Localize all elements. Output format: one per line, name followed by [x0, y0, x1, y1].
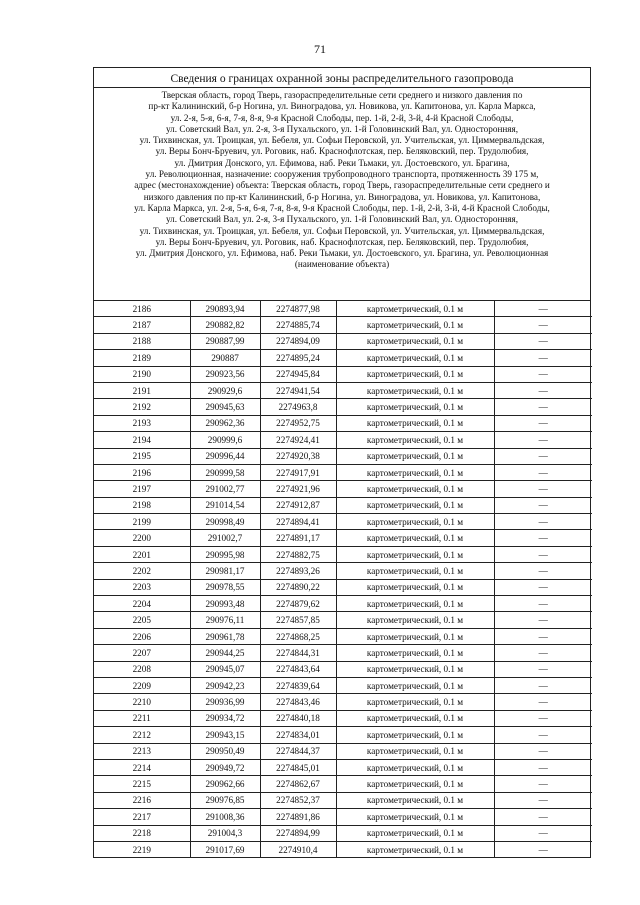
dash-cell: —: [494, 350, 592, 366]
coord-x-cell: 290949,72: [190, 759, 260, 775]
table-row: [94, 612, 592, 628]
point-number-cell: 2193: [94, 415, 190, 431]
coord-y-cell: 2274921,96: [260, 481, 336, 497]
table-row: [94, 514, 592, 530]
method-cell: картометрический, 0.1 м: [336, 776, 494, 792]
point-number-cell: 2198: [94, 497, 190, 513]
point-number-cell: 2207: [94, 645, 190, 661]
coord-y-cell: 2274912,87: [260, 497, 336, 513]
point-number-cell: 2217: [94, 809, 190, 825]
coord-y-cell: 2274895,24: [260, 350, 336, 366]
description-line: ул. Дмитрия Донского, ул. Ефимова, наб. Реки Тьмаки, ул. Достоевского, ул. Брагина,: [174, 157, 510, 168]
table-row: [94, 645, 592, 661]
table-row: [94, 366, 592, 382]
dash-cell: —: [494, 366, 592, 382]
dash-cell: —: [494, 382, 592, 398]
method-cell: картометрический, 0.1 м: [336, 661, 494, 677]
document-sheet: [93, 67, 591, 858]
coord-y-cell: 2274882,75: [260, 546, 336, 562]
method-cell: картометрический, 0.1 м: [336, 464, 494, 480]
table-row: [94, 596, 592, 612]
coord-y-cell: 2274844,37: [260, 743, 336, 759]
object-description: [94, 88, 590, 301]
table-row: [94, 382, 592, 398]
coord-y-cell: 2274885,74: [260, 317, 336, 333]
coord-y-cell: 2274862,67: [260, 776, 336, 792]
point-number-cell: 2188: [94, 333, 190, 349]
coord-x-cell: 291002,7: [190, 530, 260, 546]
point-number-cell: 2192: [94, 399, 190, 415]
method-cell: картометрический, 0.1 м: [336, 432, 494, 448]
dash-cell: —: [494, 743, 592, 759]
point-number-cell: 2218: [94, 825, 190, 841]
method-cell: картометрический, 0.1 м: [336, 382, 494, 398]
table-row: [94, 301, 592, 317]
coord-x-cell: 290998,49: [190, 514, 260, 530]
point-number-cell: 2216: [94, 792, 190, 808]
point-number-cell: 2195: [94, 448, 190, 464]
method-cell: картометрический, 0.1 м: [336, 563, 494, 579]
dash-cell: —: [494, 776, 592, 792]
point-number-cell: 2212: [94, 727, 190, 743]
dash-cell: —: [494, 333, 592, 349]
coord-y-cell: 2274844,31: [260, 645, 336, 661]
table-row: [94, 825, 592, 841]
point-number-cell: 2202: [94, 563, 190, 579]
method-cell: картометрический, 0.1 м: [336, 497, 494, 513]
page-number: 71: [314, 42, 326, 56]
point-number-cell: 2205: [94, 612, 190, 628]
table-row: [94, 333, 592, 349]
dash-cell: —: [494, 399, 592, 415]
method-cell: картометрический, 0.1 м: [336, 677, 494, 693]
coord-x-cell: 290945,63: [190, 399, 260, 415]
dash-cell: —: [494, 612, 592, 628]
coord-x-cell: 290944,25: [190, 645, 260, 661]
dash-cell: —: [494, 661, 592, 677]
table-row: [94, 415, 592, 431]
coord-x-cell: 291014,54: [190, 497, 260, 513]
table-row: [94, 710, 592, 726]
method-cell: картометрический, 0.1 м: [336, 612, 494, 628]
coord-y-cell: 2274924,41: [260, 432, 336, 448]
coord-y-cell: 2274952,75: [260, 415, 336, 431]
table-row: [94, 579, 592, 595]
method-cell: картометрический, 0.1 м: [336, 514, 494, 530]
table-row: [94, 317, 592, 333]
point-number-cell: 2211: [94, 710, 190, 726]
table-row: [94, 350, 592, 366]
coord-y-cell: 2274894,99: [260, 825, 336, 841]
coord-y-cell: 2274843,64: [260, 661, 336, 677]
table-row: [94, 759, 592, 775]
coord-x-cell: 290999,58: [190, 464, 260, 480]
table-row: [94, 809, 592, 825]
method-cell: картометрический, 0.1 м: [336, 317, 494, 333]
point-number-cell: 2204: [94, 596, 190, 612]
dash-cell: —: [494, 301, 592, 317]
method-cell: картометрический, 0.1 м: [336, 350, 494, 366]
method-cell: картометрический, 0.1 м: [336, 399, 494, 415]
dash-cell: —: [494, 317, 592, 333]
method-cell: картометрический, 0.1 м: [336, 792, 494, 808]
table-row: [94, 448, 592, 464]
coord-x-cell: 290929,6: [190, 382, 260, 398]
coord-y-cell: 2274893,26: [260, 563, 336, 579]
description-line: ул. Революционная, назначение: сооружения трубопроводного транспорта, протяженность 39 175 м,: [145, 169, 539, 180]
table-row: [94, 464, 592, 480]
dash-cell: —: [494, 727, 592, 743]
coord-x-cell: 290950,49: [190, 743, 260, 759]
point-number-cell: 2209: [94, 677, 190, 693]
coord-x-cell: 290943,15: [190, 727, 260, 743]
table-row: [94, 481, 592, 497]
description-line: ул. 2-я, 5-я, 6-я, 7-я, 8-я, 9-я Красной Слободы, пер. 1-й, 2-й, 3-й, 4-й Красной Слободы,: [170, 112, 514, 123]
description-line: ул. Карла Маркса, ул. 2-я, 5-я, 6-я, 7-я, 8-я, 9-я Красной Слободы, пер. 1-й, 2-й, 3-й, 4-й Красной Слободы,: [134, 202, 550, 213]
table-row: [94, 792, 592, 808]
table-row: [94, 432, 592, 448]
coord-y-cell: 2274857,85: [260, 612, 336, 628]
coord-y-cell: 2274917,91: [260, 464, 336, 480]
method-cell: картометрический, 0.1 м: [336, 333, 494, 349]
coord-x-cell: 290882,82: [190, 317, 260, 333]
table-row: [94, 841, 592, 857]
coord-x-cell: 291004,3: [190, 825, 260, 841]
coord-x-cell: 290936,99: [190, 694, 260, 710]
method-cell: картометрический, 0.1 м: [336, 759, 494, 775]
dash-cell: —: [494, 645, 592, 661]
point-number-cell: 2203: [94, 579, 190, 595]
description-line: адрес (местонахождение) объекта: Тверская область, город Тверь, газораспределительные сети среднего и: [134, 180, 550, 191]
coord-x-cell: 291017,69: [190, 841, 260, 857]
point-number-cell: 2206: [94, 628, 190, 644]
dash-cell: —: [494, 448, 592, 464]
table-row: [94, 743, 592, 759]
method-cell: картометрический, 0.1 м: [336, 530, 494, 546]
coordinates-table: [94, 301, 592, 857]
dash-cell: —: [494, 677, 592, 693]
coord-x-cell: 290962,36: [190, 415, 260, 431]
point-number-cell: 2186: [94, 301, 190, 317]
dash-cell: —: [494, 432, 592, 448]
description-line: ул. Веры Бонч-Бруевич, ул. Роговик, наб. Краснофлотская, пер. Беляковский, пер. Трудолюбия,: [155, 146, 529, 157]
dash-cell: —: [494, 563, 592, 579]
dash-cell: —: [494, 497, 592, 513]
table-row: [94, 546, 592, 562]
coord-x-cell: 291002,77: [190, 481, 260, 497]
coord-y-cell: 2274879,62: [260, 596, 336, 612]
table-row: [94, 628, 592, 644]
coord-y-cell: 2274890,22: [260, 579, 336, 595]
method-cell: картометрический, 0.1 м: [336, 727, 494, 743]
method-cell: картометрический, 0.1 м: [336, 366, 494, 382]
dash-cell: —: [494, 464, 592, 480]
method-cell: картометрический, 0.1 м: [336, 645, 494, 661]
point-number-cell: 2200: [94, 530, 190, 546]
point-number-cell: 2199: [94, 514, 190, 530]
method-cell: картометрический, 0.1 м: [336, 596, 494, 612]
coord-x-cell: 290976,85: [190, 792, 260, 808]
coord-y-cell: 2274891,86: [260, 809, 336, 825]
dash-cell: —: [494, 579, 592, 595]
point-number-cell: 2190: [94, 366, 190, 382]
point-number-cell: 2213: [94, 743, 190, 759]
method-cell: картометрический, 0.1 м: [336, 743, 494, 759]
coord-x-cell: 290923,56: [190, 366, 260, 382]
coord-y-cell: 2274845,01: [260, 759, 336, 775]
description-line: ул. Веры Бонч-Бруевич, ул. Роговик, наб. Краснофлотская, пер. Беляковский, пер. Трудолюбия,: [155, 236, 529, 247]
dash-cell: —: [494, 514, 592, 530]
coord-y-cell: 2274852,37: [260, 792, 336, 808]
coord-y-cell: 2274839,64: [260, 677, 336, 693]
point-number-cell: 2201: [94, 546, 190, 562]
coord-x-cell: 290962,66: [190, 776, 260, 792]
dash-cell: —: [494, 825, 592, 841]
point-number-cell: 2196: [94, 464, 190, 480]
dash-cell: —: [494, 809, 592, 825]
description-line: ул. Тихвинская, ул. Троицкая, ул. Бебеля, ул. Софьи Перовской, ул. Учительская, ул. Циммервальдская,: [139, 225, 545, 236]
dash-cell: —: [494, 596, 592, 612]
coord-x-cell: 290934,72: [190, 710, 260, 726]
description-line: Тверская область, город Тверь, газораспределительные сети среднего и низкого давления по: [161, 90, 523, 100]
point-number-cell: 2194: [94, 432, 190, 448]
dash-cell: —: [494, 759, 592, 775]
coord-x-cell: 290945,07: [190, 661, 260, 677]
point-number-cell: 2215: [94, 776, 190, 792]
coord-x-cell: 290993,48: [190, 596, 260, 612]
coord-y-cell: 2274843,46: [260, 694, 336, 710]
method-cell: картометрический, 0.1 м: [336, 710, 494, 726]
coord-y-cell: 2274891,17: [260, 530, 336, 546]
point-number-cell: 2219: [94, 841, 190, 857]
dash-cell: —: [494, 710, 592, 726]
object-name-caption: (наименование объекта): [294, 259, 390, 270]
dash-cell: —: [494, 841, 592, 857]
table-row: [94, 694, 592, 710]
method-cell: картометрический, 0.1 м: [336, 301, 494, 317]
method-cell: картометрический, 0.1 м: [336, 415, 494, 431]
table-row: [94, 497, 592, 513]
method-cell: картометрический, 0.1 м: [336, 579, 494, 595]
coord-y-cell: 2274910,4: [260, 841, 336, 857]
coord-y-cell: 2274894,41: [260, 514, 336, 530]
point-number-cell: 2191: [94, 382, 190, 398]
dash-cell: —: [494, 530, 592, 546]
dash-cell: —: [494, 481, 592, 497]
point-number-cell: 2187: [94, 317, 190, 333]
document-title: Сведения о границах охранной зоны распределительного газопровода: [94, 68, 590, 88]
table-row: [94, 399, 592, 415]
method-cell: картометрический, 0.1 м: [336, 448, 494, 464]
table-row: [94, 776, 592, 792]
coord-x-cell: 290999,6: [190, 432, 260, 448]
coord-y-cell: 2274963,8: [260, 399, 336, 415]
coord-x-cell: 290893,94: [190, 301, 260, 317]
table-row: [94, 677, 592, 693]
point-number-cell: 2197: [94, 481, 190, 497]
description-line: ул. Советский Вал, ул. 2-я, 3-я Пухальского, ул. 1-й Головинский Вал, ул. Односторонняя,: [165, 214, 519, 225]
method-cell: картометрический, 0.1 м: [336, 825, 494, 841]
method-cell: картометрический, 0.1 м: [336, 628, 494, 644]
coord-y-cell: 2274945,84: [260, 366, 336, 382]
method-cell: картометрический, 0.1 м: [336, 841, 494, 857]
coord-x-cell: 290996,44: [190, 448, 260, 464]
description-line: низкого давления по пр-кт Калининский, б-р Ногина, ул. Виноградова, ул. Новикова, ул. Капитонова,: [143, 191, 541, 202]
table-row: [94, 727, 592, 743]
coord-y-cell: 2274868,25: [260, 628, 336, 644]
coord-x-cell: 290887,99: [190, 333, 260, 349]
method-cell: картометрический, 0.1 м: [336, 809, 494, 825]
table-row: [94, 530, 592, 546]
coord-x-cell: 290995,98: [190, 546, 260, 562]
description-line: ул. Тихвинская, ул. Троицкая, ул. Бебеля, ул. Софьи Перовской, ул. Учительская, ул. Циммервальдская,: [139, 135, 545, 146]
method-cell: картометрический, 0.1 м: [336, 481, 494, 497]
description-line: ул. Советский Вал, ул. 2-я, 3-я Пухальского, ул. 1-й Головинский Вал, ул. Односторонняя,: [165, 123, 519, 134]
dash-cell: —: [494, 546, 592, 562]
point-number-cell: 2210: [94, 694, 190, 710]
dash-cell: —: [494, 694, 592, 710]
coord-x-cell: 290976,11: [190, 612, 260, 628]
method-cell: картометрический, 0.1 м: [336, 694, 494, 710]
coord-x-cell: 290961,78: [190, 628, 260, 644]
description-line: ул. Дмитрия Донского, ул. Ефимова, наб. Реки Тьмаки, ул. Достоевского, ул. Брагина, ул. Революционная: [135, 248, 549, 259]
coord-y-cell: 2274941,54: [260, 382, 336, 398]
table-row: [94, 563, 592, 579]
coord-x-cell: 291008,36: [190, 809, 260, 825]
point-number-cell: 2208: [94, 661, 190, 677]
coord-x-cell: 290942,23: [190, 677, 260, 693]
coord-y-cell: 2274920,38: [260, 448, 336, 464]
coord-y-cell: 2274877,98: [260, 301, 336, 317]
point-number-cell: 2214: [94, 759, 190, 775]
coord-y-cell: 2274840,18: [260, 710, 336, 726]
dash-cell: —: [494, 792, 592, 808]
coord-x-cell: 290981,17: [190, 563, 260, 579]
coord-x-cell: 290978,55: [190, 579, 260, 595]
method-cell: картометрический, 0.1 м: [336, 546, 494, 562]
coord-y-cell: 2274834,01: [260, 727, 336, 743]
table-row: [94, 661, 592, 677]
coord-x-cell: 290887: [190, 350, 260, 366]
dash-cell: —: [494, 415, 592, 431]
description-line: пр-кт Калининский, б-р Ногина, ул. Виноградова, ул. Новикова, ул. Капитонова, ул. Карла Маркса,: [148, 101, 536, 112]
dash-cell: —: [494, 628, 592, 644]
coord-y-cell: 2274894,09: [260, 333, 336, 349]
point-number-cell: 2189: [94, 350, 190, 366]
